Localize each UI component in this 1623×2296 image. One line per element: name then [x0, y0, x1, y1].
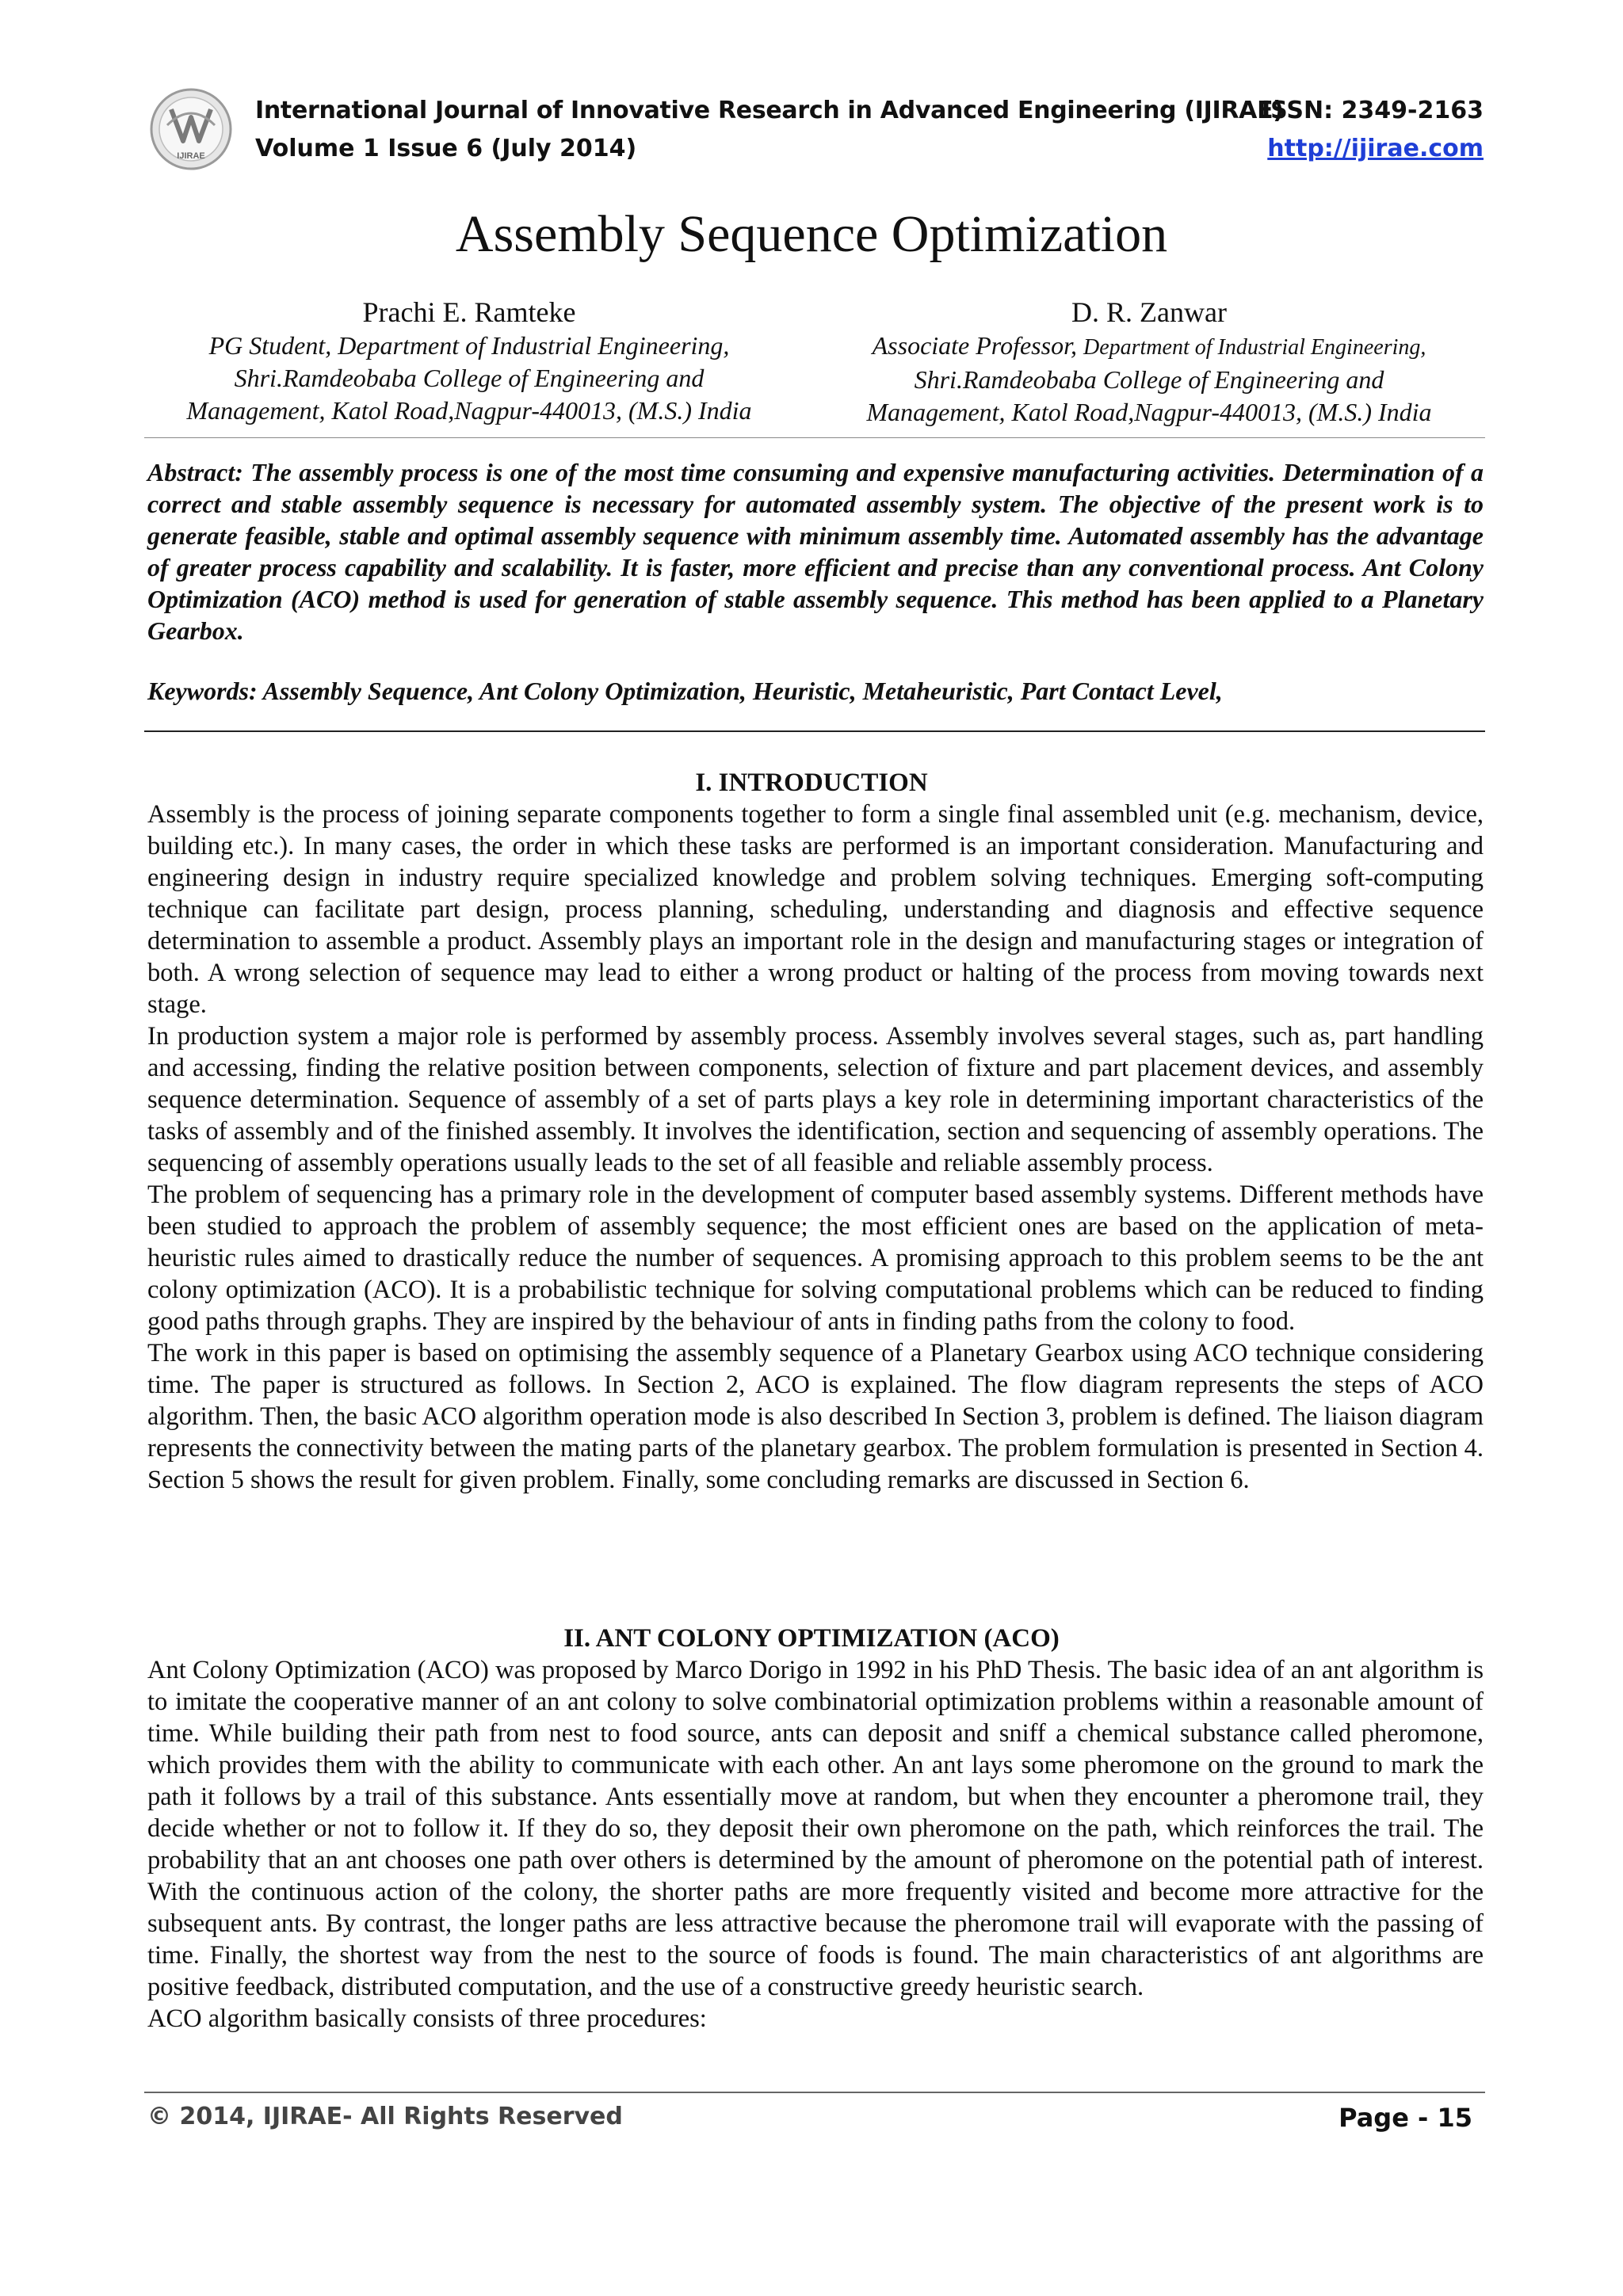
author-affiliation-line: Management, Katol Road,Nagpur-440013, (M.S.) India: [866, 398, 1432, 426]
copyright: © 2014, IJIRAE- All Rights Reserved: [147, 2103, 623, 2130]
author-position: Associate Professor,: [872, 331, 1083, 360]
author-affiliation-line: Shri.Ramdeobaba College of Engineering and: [914, 365, 1384, 394]
section-heading: I. INTRODUCTION: [695, 769, 928, 797]
paragraph: ACO algorithm basically consists of three procedures:: [147, 2004, 707, 2033]
abstract-divider: [144, 730, 1485, 732]
paragraph: The problem of sequencing has a primary role in the development of computer based assembly systems. Different methods have been studied to approach the problem of assembly sequence; the most efficient ones are based on the application of meta-heuristic rules aimed to drastically reduce the number of sequences. A promising approach to this problem seems to be the ant colony optimization (ACO). It is a probabilistic technique for solving computational problems which can be reduced to finding good paths through graphs. They are inspired by the behaviour of ants in finding paths from the colony to food.: [147, 1180, 1484, 1336]
author-affiliation-line: Management, Katol Road,Nagpur-440013, (M.S.) India: [186, 396, 752, 425]
journal-volume: Volume 1 Issue 6 (July 2014): [255, 135, 637, 162]
journal-url-link[interactable]: http://ijirae.com: [1267, 135, 1484, 162]
author-affiliation-line: Shri.Ramdeobaba College of Engineering and: [234, 364, 705, 392]
author-affiliation-line: [824, 330, 1474, 364]
header-divider: [144, 437, 1485, 438]
author-department: Department of Industrial Engineering,: [1083, 335, 1426, 360]
author-affiliation-line: PG Student, Department of Industrial Engineering,: [208, 331, 730, 360]
section-heading: II. ANT COLONY OPTIMIZATION (ACO): [563, 1624, 1060, 1653]
paragraph: The work in this paper is based on optimising the assembly sequence of a Planetary Gearbox using ACO technique considering time. The paper is structured as follows. In Section 2, ACO is explained. The flow diagram represents the steps of ACO algorithm. Then, the basic ACO algorithm operation mode is also described In Section 3, problem is defined. The liaison diagram represents the connectivity between the mating parts of the planetary gearbox. The problem formulation is presented in Section 4. Section 5 shows the result for given problem. Finally, some concluding remarks are discussed in Section 6.: [147, 1339, 1484, 1494]
author-block-2: [824, 295, 1474, 429]
section-body-aco: [147, 1654, 1484, 2035]
issn: ISSN: 2349-2163: [1261, 97, 1484, 124]
logo-text: IJIRAE: [177, 151, 205, 161]
paragraph: Assembly is the process of joining separate components together to form a single final assembled unit (e.g. mechanism, device, building etc.). In many cases, the order in which these tasks are performed is an important consideration. Manufacturing and engineering design in industry require specialized knowledge and problem solving techniques. Emerging soft-computing technique can facilitate part design, process planning, scheduling, understanding and diagnosis and effective sequence determination to assemble a product. Assembly plays an important role in the design and manufacturing stages or integration of both. A wrong selection of sequence may lead to either a wrong product or halting of the process from moving towards next stage.: [147, 800, 1484, 1019]
page-number: Page - 15: [1338, 2103, 1472, 2133]
journal-name: International Journal of Innovative Research in Advanced Engineering (IJIRAE): [255, 97, 1284, 124]
section-body-introduction: [147, 799, 1484, 1496]
author-name: D. R. Zanwar: [1071, 296, 1227, 328]
footer-divider: [144, 2092, 1485, 2093]
author-block-1: [144, 295, 794, 427]
keywords: Keywords: Assembly Sequence, Ant Colony Optimization, Heuristic, Metaheuristic, Part Contact Level,: [147, 677, 1223, 705]
paper-title: Assembly Sequence Optimization: [455, 205, 1168, 263]
journal-logo: [147, 86, 235, 173]
paragraph: Ant Colony Optimization (ACO) was proposed by Marco Dorigo in 1992 in his PhD Thesis. The basic idea of an ant algorithm is to imitate the cooperative manner of an ant colony to solve combinatorial optimization problems within a reasonable amount of time. While building their path from nest to food source, ants can deposit and sniff a chemical substance called pheromone, which provides them with the ability to communicate with each other. An ant lays some pheromone on the ground to mark the path it follows by a trail of this substance. Ants essentially move at random, but when they encounter a pheromone trail, they decide whether or not to follow it. If they do so, they deposit their own pheromone on the path, which reinforces the trail. The probability that an ant chooses one path over others is determined by the amount of pheromone on the potential path of interest. With the continuous action of the colony, the shorter paths are more frequently visited and become more attractive for the subsequent ants. By contrast, the longer paths are less attractive because the pheromone trail will evaporate with the passing of time. Finally, the shortest way from the nest to the source of foods is found. The main characteristics of ant algorithms are positive feedback, distributed computation, and the use of a constructive greedy heuristic search.: [147, 1656, 1484, 2001]
abstract: Abstract: The assembly process is one of the most time consuming and expensive manufacturing activities. Determination of a correct and stable assembly sequence is necessary for automated assembly system. The objective of the present work is to generate feasible, stable and optimal assembly sequence with minimum assembly time. Automated assembly has the advantage of greater process capability and scalability. It is faster, more efficient and precise than any conventional process. Ant Colony Optimization (ACO) method is used for generation of stable assembly sequence. This method has been applied to a Planetary Gearbox.: [147, 458, 1484, 645]
author-name: Prachi E. Ramteke: [362, 296, 576, 328]
paragraph: In production system a major role is performed by assembly process. Assembly involves several stages, such as, part handling and accessing, finding the relative position between components, selection of fixture and part placement devices, and assembly sequence determination. Sequence of assembly of a set of parts plays a key role in determining important characteristics of the tasks of assembly and of the finished assembly. It involves the identification, section and sequencing of assembly operations. The sequencing of assembly operations usually leads to the set of all feasible and reliable assembly process.: [147, 1022, 1484, 1177]
